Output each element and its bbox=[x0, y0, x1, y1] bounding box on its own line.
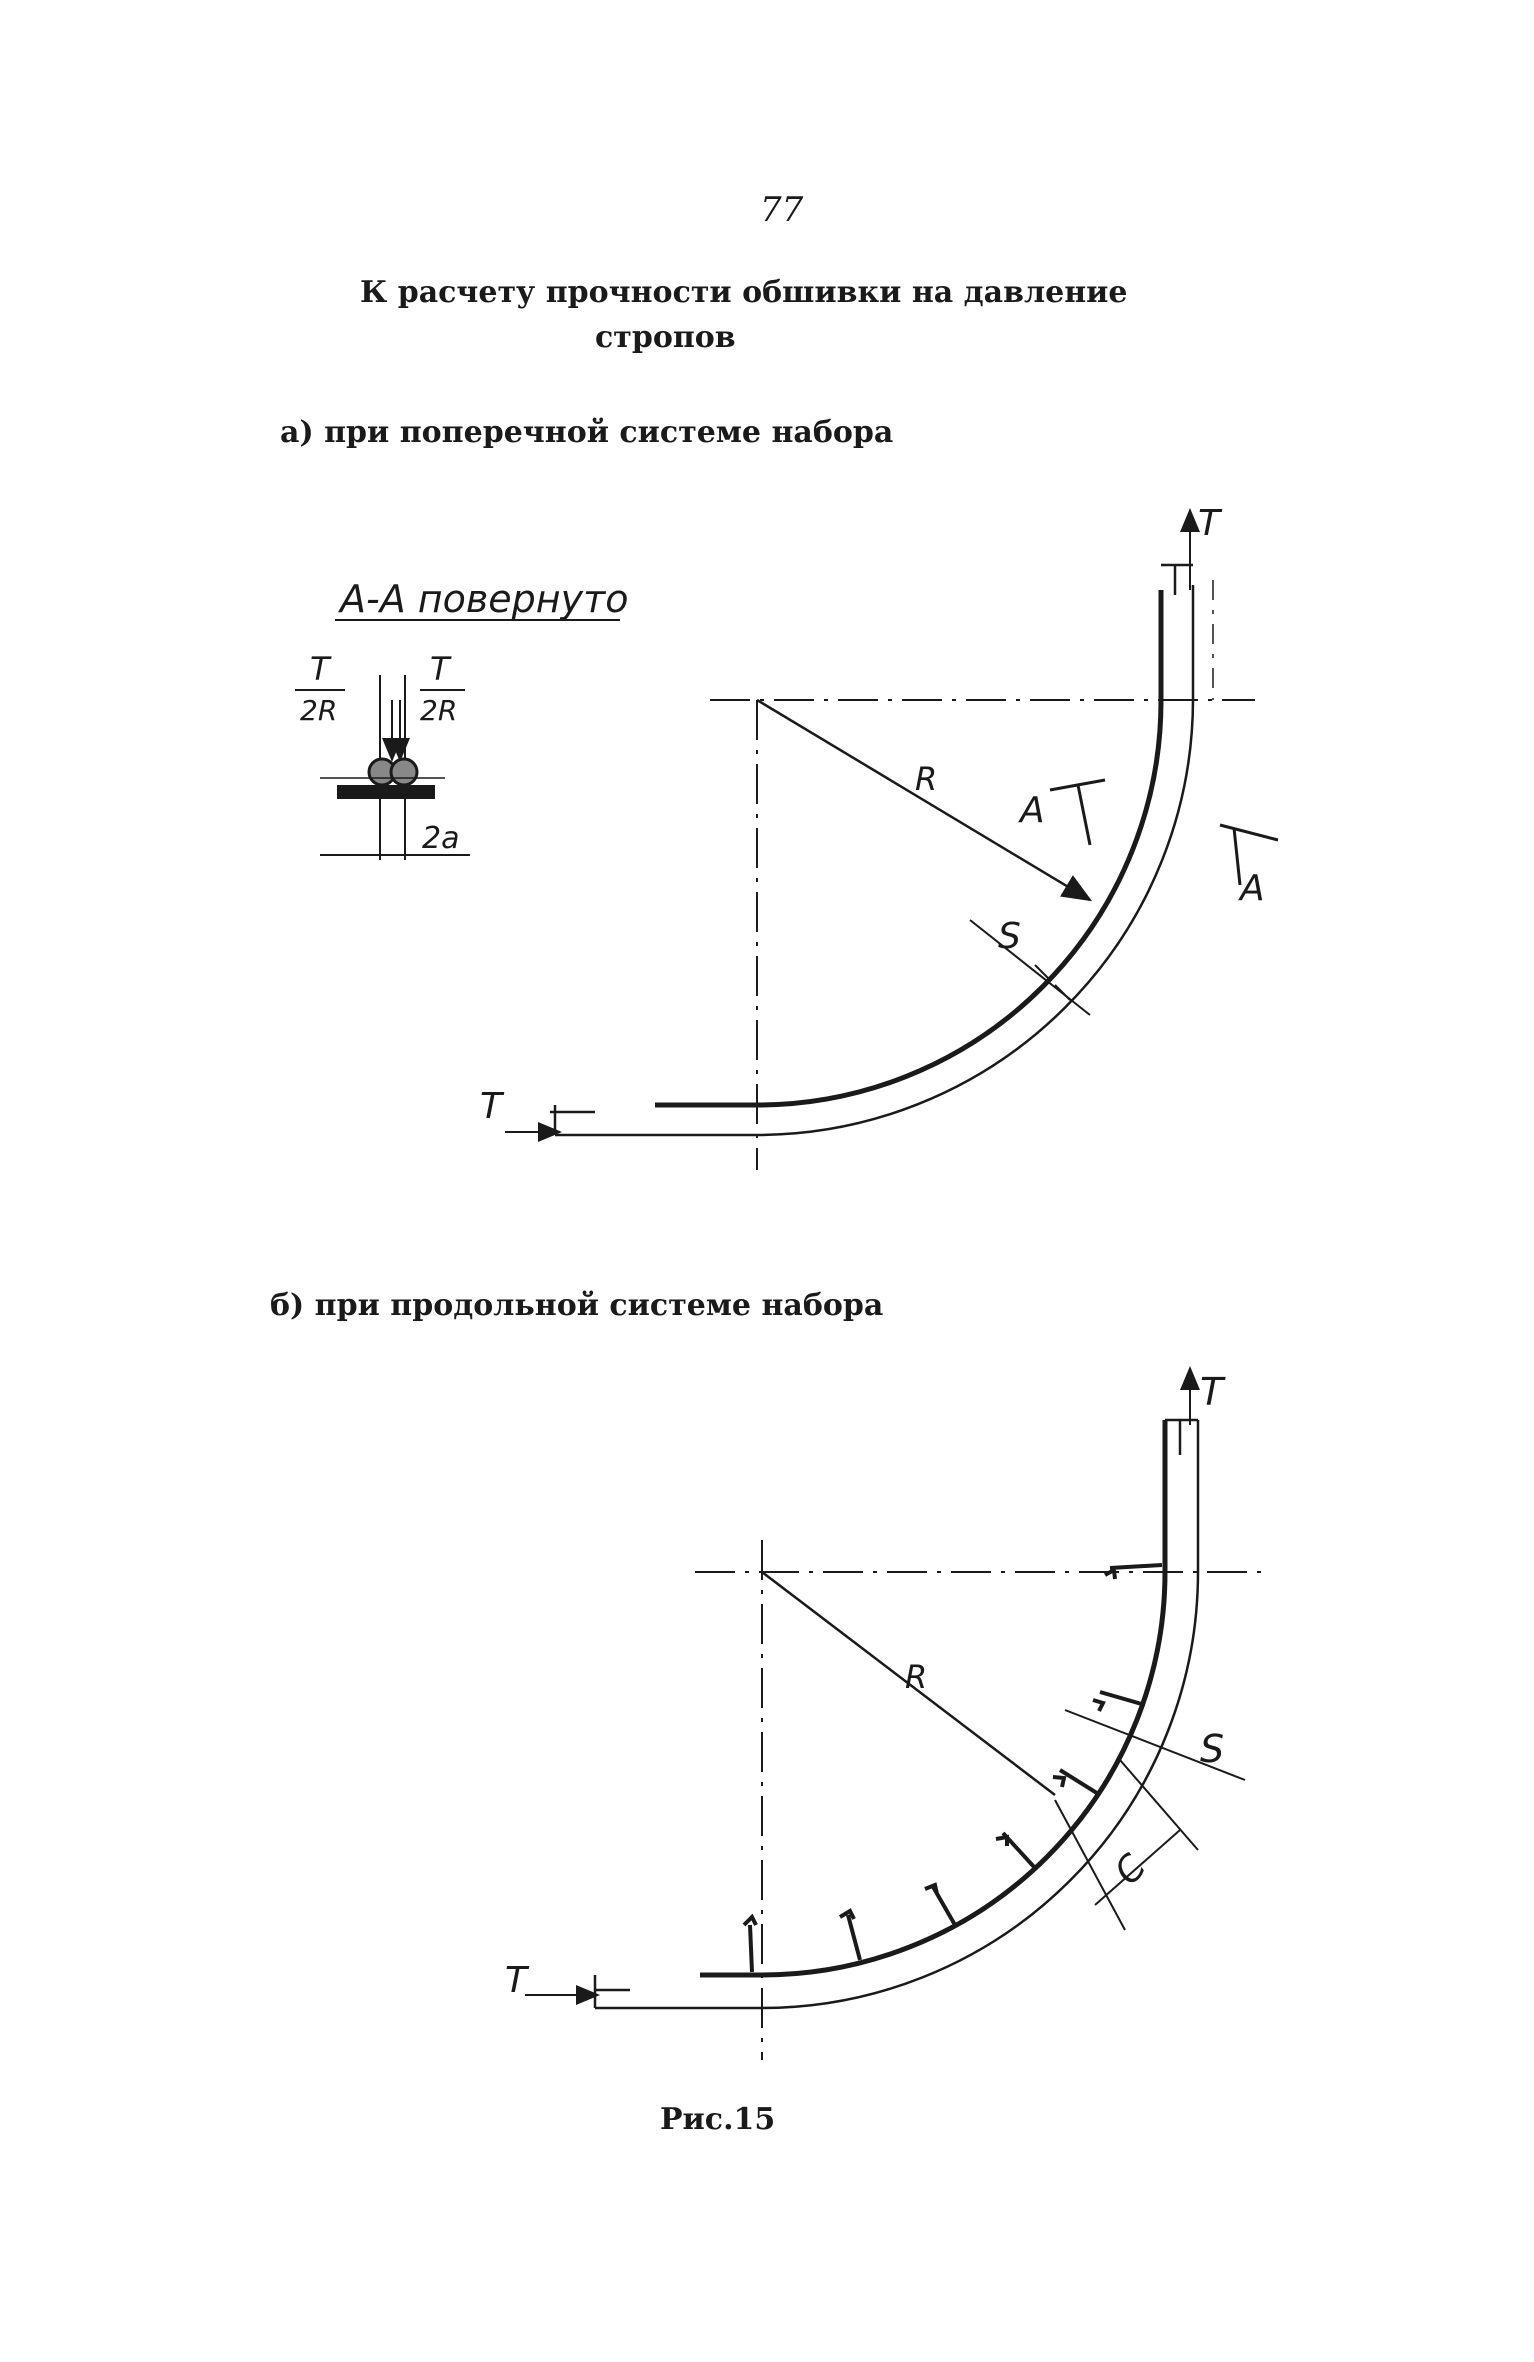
thickness-tick-2 bbox=[1055, 985, 1070, 1000]
tension-label-top-a: T bbox=[1198, 503, 1220, 544]
strop-circle-right bbox=[391, 759, 417, 785]
page-title-line-2: стропов bbox=[595, 320, 736, 355]
shell-outer-line bbox=[555, 585, 1193, 1135]
shell-end-top-b bbox=[1165, 1420, 1198, 1455]
tension-label-left-a: T bbox=[480, 1086, 502, 1127]
stiffeners bbox=[744, 1565, 1162, 1972]
shell-inner-line bbox=[655, 590, 1161, 1105]
cut-label-right: A bbox=[1240, 868, 1265, 909]
cut-marker-left bbox=[1050, 780, 1105, 845]
stiffener bbox=[925, 1885, 955, 1925]
stiffener bbox=[996, 1833, 1035, 1868]
tension-label-left-b: T bbox=[505, 1960, 527, 2001]
section-force-num-right: T bbox=[430, 650, 450, 688]
tension-label-top-b: T bbox=[1200, 1370, 1224, 1414]
diagram-b bbox=[525, 1368, 1270, 2060]
section-dim-label: 2a bbox=[422, 821, 460, 856]
shell-end-left bbox=[550, 1105, 595, 1135]
section-plate bbox=[337, 785, 435, 799]
section-label-aa: А-А повернуто bbox=[340, 577, 629, 621]
stiffener bbox=[840, 1911, 860, 1960]
stiffener bbox=[744, 1917, 756, 1972]
section-force-den-right: 2R bbox=[420, 694, 458, 727]
stiffener bbox=[1093, 1692, 1145, 1711]
page-title-line-1: К расчету прочности обшивки на давление bbox=[360, 275, 1128, 310]
spacing-label-b: C bbox=[1106, 1847, 1155, 1893]
cut-label-left: A bbox=[1020, 790, 1045, 831]
section-force-num-left: T bbox=[310, 650, 330, 688]
figure-caption: Рис.15 bbox=[660, 2102, 776, 2137]
shell-inner-line-b bbox=[700, 1420, 1165, 1975]
thickness-label-b: S bbox=[1200, 1727, 1225, 1771]
radius-label-b: R bbox=[905, 1658, 928, 1696]
shell-end-top bbox=[1161, 565, 1193, 595]
caption-transverse-framing: а) при поперечной системе набора bbox=[280, 415, 894, 450]
thickness-label-a: S bbox=[998, 916, 1021, 957]
section-force-den-left: 2R bbox=[300, 694, 338, 727]
shell-end-left-b bbox=[595, 1975, 630, 2008]
shell-outer-line-b bbox=[595, 1420, 1198, 2008]
page-number: 77 bbox=[760, 190, 804, 230]
radius-label-a: R bbox=[915, 760, 938, 798]
stiffener bbox=[1053, 1770, 1100, 1795]
caption-longitudinal-framing: б) при продольной системе набора bbox=[270, 1288, 884, 1323]
